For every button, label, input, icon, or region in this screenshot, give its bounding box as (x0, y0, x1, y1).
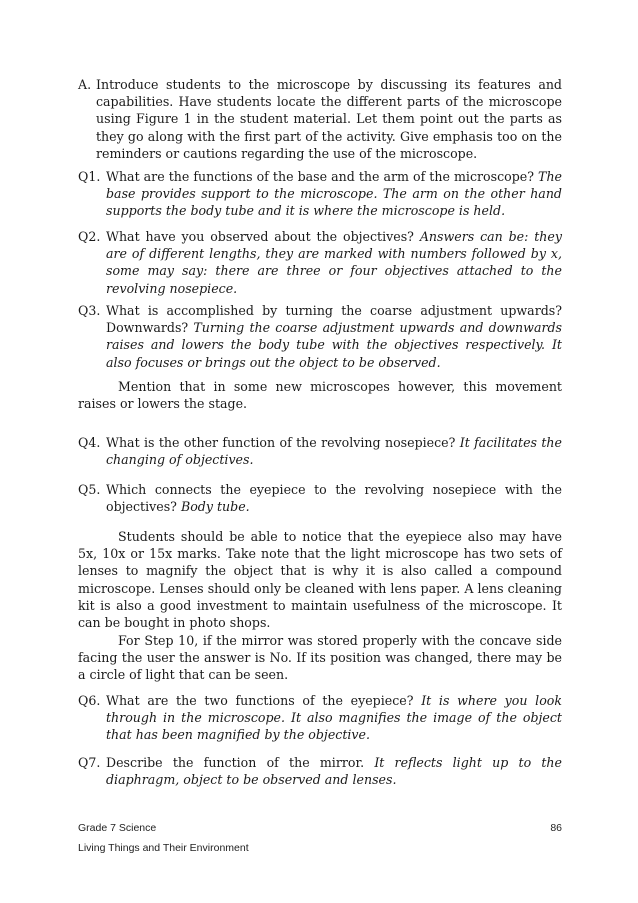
q4-answer: It facilitates the changing of objectives. (106, 435, 562, 468)
q5-label: Q5. (78, 482, 101, 497)
question-2 (78, 228, 562, 297)
footer-grade: Grade 7 Science (78, 822, 157, 834)
footer-unit: Living Things and Their Environment (78, 842, 249, 854)
q3-label: Q3. (78, 303, 101, 318)
q6-answer: It is where you look through in the microscope. It also magnifies the image of the object that has been magnified by the objective. (106, 693, 562, 743)
q2-answer: Answers can be: they are of different lengths, they are marked with numbers followed by x, some may say: there are three or four objectives attached to the revolving nosepiece. (106, 229, 562, 296)
q3-question: What is accomplished by turning the coarse adjustment upwards? Downwards? (106, 303, 562, 336)
q7-label: Q7. (78, 755, 101, 770)
q2-question: What have you observed about the objectives? (106, 229, 414, 244)
question-6 (78, 692, 562, 744)
q6-label: Q6. (78, 693, 101, 708)
paragraph-eyepiece-note: Students should be able to notice that the eyepiece also may have 5x, 10x or 15x marks. Take note that the light microscope has two sets of lenses to magnify the object that is why it is also called a compound microscope. Lenses should only be cleaned with lens paper. A lens cleaning kit is also a good investment to maintain usefulness of the microscope. It can be bought in photo shops. (78, 529, 562, 631)
q7-question: Describe the function of the mirror. (106, 755, 365, 770)
question-5 (78, 481, 562, 515)
page-footer (78, 818, 562, 858)
q7-answer: It reflects light up to the diaphragm, object to be observed and lenses. (106, 755, 562, 788)
question-3 (78, 302, 562, 371)
section-a-text: Introduce students to the microscope by discussing its features and capabilities. Have students locate the different parts of the microscope using Figure 1 in the student material. Let them point out the parts as they go along with the first part of the activity. Give emphasis too on the reminders or cautions regarding the use of the microscope. (96, 77, 562, 161)
q1-answer: The base provides support to the microscope. The arm on the other hand supports the body tube and it is where the microscope is held. (106, 169, 563, 219)
section-a (78, 76, 562, 162)
question-4 (78, 434, 562, 468)
q2-label: Q2. (78, 229, 101, 244)
question-1 (78, 168, 562, 220)
q6-question: What are the two functions of the eyepiece? (106, 693, 414, 708)
paragraph-step-10: For Step 10, if the mirror was stored properly with the concave side facing the user the answer is No. If its position was changed, there may be a circle of light that can be seen. (78, 633, 562, 683)
question-7 (78, 754, 562, 788)
q3-answer: Turning the coarse adjustment upwards and downwards raises and lowers the body tube with the objectives respectively. It also focuses or brings out the object to be observed. (106, 320, 562, 370)
q4-question: What is the other function of the revolving nosepiece? (106, 435, 456, 450)
page-number: 86 (550, 822, 562, 834)
q5-answer: Body tube. (180, 499, 250, 515)
section-a-label: A. (78, 77, 92, 92)
q1-label: Q1. (78, 169, 101, 184)
q5-question: Which connects the eyepiece to the revolving nosepiece with the objectives? (106, 482, 562, 515)
paragraph-stage-note: Mention that in some new microscopes however, this movement raises or lowers the stage. (78, 379, 562, 412)
q1-question: What are the functions of the base and the arm of the microscope? (106, 169, 534, 184)
q4-label: Q4. (78, 435, 101, 450)
